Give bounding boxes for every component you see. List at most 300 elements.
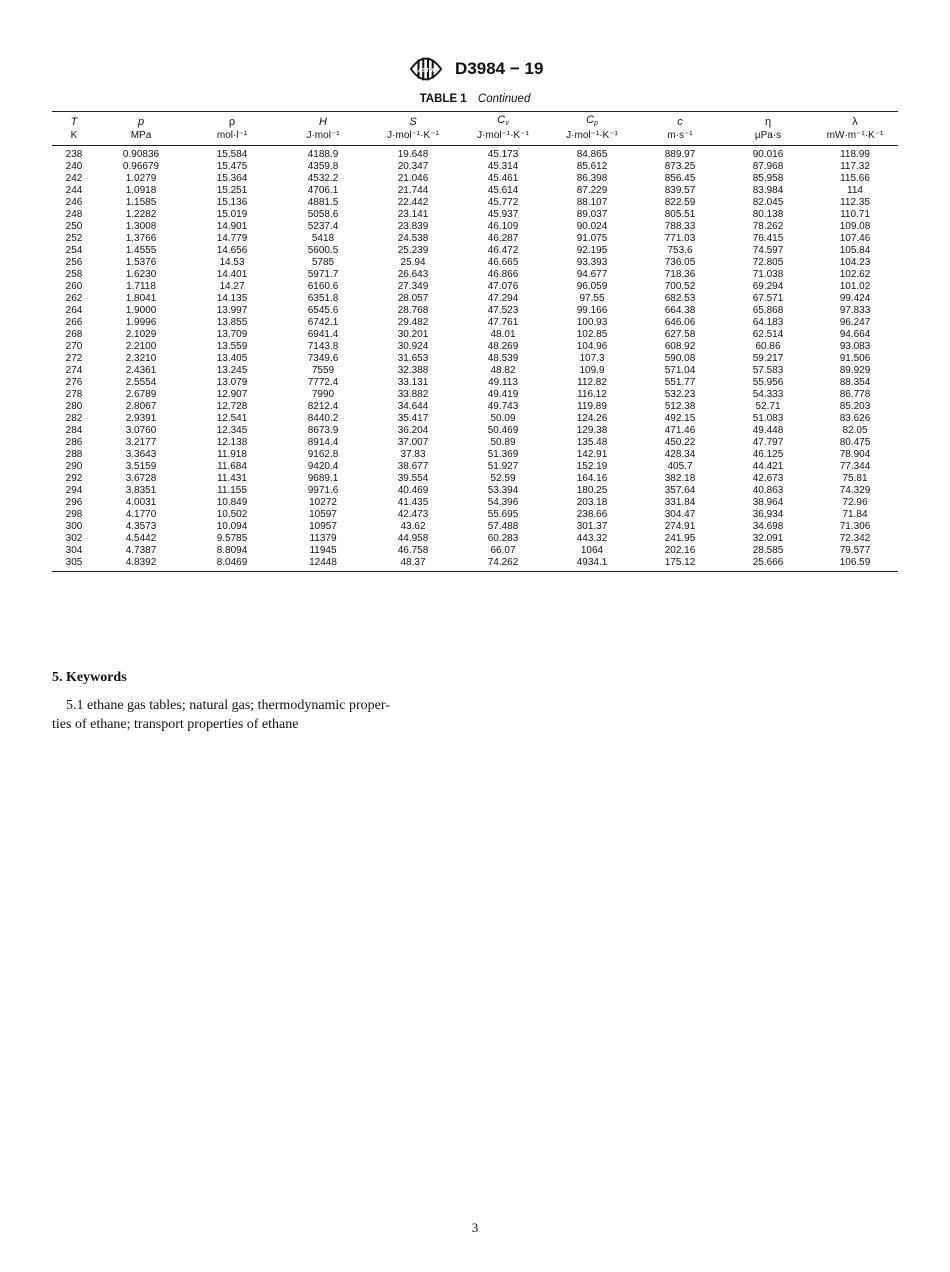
table-cell: 96.247 [839, 317, 871, 328]
table-cell: 2.1029 [125, 329, 157, 340]
table-row [52, 425, 898, 437]
table-cell: 46.109 [487, 221, 519, 232]
table-row [52, 317, 898, 329]
table-cell: 11.918 [217, 449, 247, 460]
table-cell: 83.626 [839, 413, 871, 424]
table-cell: 5785 [311, 257, 335, 268]
col-sym-cv [458, 112, 548, 131]
table-cell: 52.71 [755, 401, 781, 412]
table-cell: 2.4361 [125, 365, 157, 376]
table-cell: 238 [65, 149, 83, 160]
table-row [52, 185, 898, 197]
table-cell: 30.201 [397, 329, 429, 340]
table-cell: 47.797 [752, 437, 784, 448]
table-cell: 25.239 [397, 245, 429, 256]
table-cell: 14.656 [216, 245, 248, 256]
table-cell: 4359.8 [307, 161, 339, 172]
table-row [52, 161, 898, 173]
table-cell: 258 [65, 269, 83, 280]
table-cell: 47.294 [487, 293, 519, 304]
table-cell: 382.18 [664, 473, 696, 484]
col-sym-lambda: λ [852, 116, 858, 128]
table-cell: 822.59 [664, 197, 696, 208]
table-cell: 142.91 [576, 449, 608, 460]
table-cell: 99.424 [839, 293, 871, 304]
table-body [52, 146, 898, 572]
table-row [52, 401, 898, 413]
table-cell: 34.698 [752, 521, 784, 532]
table-cell: 152.19 [576, 461, 608, 472]
table-cell: 331.84 [664, 497, 696, 508]
table-cell: 74.597 [752, 245, 784, 256]
col-unit-s: J·mol⁻¹·K⁻¹ [368, 130, 458, 146]
table-cell: 14.901 [216, 221, 248, 232]
logo-text: ASTM [417, 67, 434, 74]
table-cell: 288 [65, 449, 83, 460]
table-cell: 14.779 [216, 233, 248, 244]
table-row [52, 365, 898, 377]
table-caption [0, 93, 950, 105]
table-cell: 11.431 [217, 473, 247, 484]
table-cell: 51.369 [487, 449, 519, 460]
table-cell: 86.778 [839, 389, 871, 400]
table-cell: 84.865 [576, 149, 608, 160]
table-cell: 90.024 [576, 221, 608, 232]
table-cell: 771.03 [664, 233, 696, 244]
table-cell: 590.08 [664, 353, 696, 364]
table-cell: 262 [65, 293, 83, 304]
table-cell: 298 [65, 509, 83, 520]
table-cell: 33.882 [397, 389, 429, 400]
table-label: TABLE 1 [419, 93, 467, 105]
table-cell: 244 [65, 185, 83, 196]
table-cell: 124.26 [576, 413, 608, 424]
table-cell: 23.839 [397, 221, 429, 232]
table-row [52, 233, 898, 245]
table-row [52, 197, 898, 209]
table-row [52, 533, 898, 545]
table-cell: 49.419 [487, 389, 519, 400]
table-cell: 83.984 [752, 185, 784, 196]
table-cell: 71.306 [839, 521, 871, 532]
table-cell: 1.9000 [125, 305, 157, 316]
table-cell: 45.314 [487, 161, 519, 172]
table-cell: 627.58 [664, 329, 696, 340]
table-cell: 13.245 [216, 365, 248, 376]
table-cell: 3.0760 [125, 425, 157, 436]
table-cell: 12.541 [216, 413, 248, 424]
col-sym-t: T [70, 116, 78, 128]
table-cell: 82.045 [752, 197, 784, 208]
table-cell: 10272 [309, 497, 337, 508]
table-continued: Continued [477, 93, 531, 105]
table-cell: 40.469 [397, 485, 429, 496]
table-cell: 4532.2 [307, 173, 339, 184]
table-cell: 6742.1 [307, 317, 339, 328]
table-cell: 5600.5 [307, 245, 339, 256]
table-cell: 99.166 [576, 305, 608, 316]
table-row [52, 449, 898, 461]
table-cell: 1.2282 [125, 209, 157, 220]
table-cell: 443.32 [576, 533, 608, 544]
table-row [52, 473, 898, 485]
table-cell: 60.283 [487, 533, 519, 544]
table-row [52, 173, 898, 185]
table-cell: 25.94 [400, 257, 426, 268]
col-unit-c: m·s⁻¹ [636, 130, 724, 146]
table-cell: 80.138 [752, 209, 784, 220]
table-cell: 450.22 [664, 437, 696, 448]
table-cell: 117.32 [840, 161, 870, 172]
table-cell: 72.96 [842, 497, 868, 508]
table-cell: 109.9 [579, 365, 605, 376]
table-cell: 41.435 [397, 497, 429, 508]
table-cell: 80.475 [839, 437, 871, 448]
table-cell: 85.958 [752, 173, 784, 184]
col-unit-t: K [52, 130, 96, 146]
table-cell: 36.934 [752, 509, 784, 520]
table-cell: 304 [65, 545, 83, 556]
table-cell: 94.664 [839, 329, 871, 340]
table-cell: 89.037 [576, 209, 608, 220]
table-cell: 1064 [580, 545, 604, 556]
table-cell: 46.125 [752, 449, 784, 460]
table-cell: 67.571 [752, 293, 784, 304]
table-cell: 28.768 [397, 305, 429, 316]
table-cell: 11379 [309, 533, 337, 544]
col-sym-cv-main: C [497, 114, 506, 126]
table-cell: 4881.5 [307, 197, 339, 208]
table-cell: 250 [65, 221, 83, 232]
page-number: 3 [471, 1220, 479, 1235]
table-cell: 15.364 [216, 173, 248, 184]
table-cell: 0.90836 [122, 149, 160, 160]
table-cell: 13.997 [216, 305, 248, 316]
table-cell: 91.075 [576, 233, 608, 244]
table-cell: 300 [65, 521, 83, 532]
table-cell: 246 [65, 197, 83, 208]
table-cell: 50.09 [490, 413, 516, 424]
table-cell: 97.833 [839, 305, 871, 316]
table-cell: 646.06 [664, 317, 696, 328]
table-cell: 116.12 [577, 389, 607, 400]
table-cell: 25.666 [752, 557, 784, 568]
table-cell: 6545.6 [307, 305, 339, 316]
table-cell: 13.079 [216, 377, 248, 388]
table-cell: 6941.4 [307, 329, 339, 340]
table-cell: 51.927 [487, 461, 519, 472]
table-cell: 50.469 [487, 425, 519, 436]
table-cell: 238.66 [576, 509, 608, 520]
col-unit-lambda: mW·m⁻¹·K⁻¹ [812, 130, 898, 146]
col-sym-c: c [677, 116, 683, 128]
table-cell: 12448 [309, 557, 337, 568]
table-cell: 59.217 [752, 353, 784, 364]
table-row [52, 221, 898, 233]
table-cell: 13.709 [216, 329, 248, 340]
table-cell: 4.0031 [125, 497, 157, 508]
table-cell: 89.929 [839, 365, 871, 376]
table-cell: 69.294 [752, 281, 784, 292]
table-cell: 8212.4 [307, 401, 339, 412]
table-cell: 4.8392 [125, 557, 157, 568]
table-cell: 2.2100 [125, 341, 157, 352]
table-cell: 305 [65, 557, 83, 568]
table-cell: 301.37 [576, 521, 608, 532]
table-cell: 71.84 [842, 509, 868, 520]
table-cell: 1.3766 [125, 233, 157, 244]
table-cell: 280 [65, 401, 83, 412]
table-cell: 7143.8 [307, 341, 339, 352]
table-cell: 9420.4 [307, 461, 339, 472]
table-cell: 77.344 [839, 461, 871, 472]
col-sym-cp-sub: p [594, 120, 598, 127]
table-cell: 112.82 [577, 377, 607, 388]
table-cell: 51.083 [752, 413, 784, 424]
table-cell: 8.0469 [216, 557, 248, 568]
table-cell: 9.5785 [216, 533, 248, 544]
col-sym-rho: ρ [228, 116, 236, 128]
table-cell: 55.956 [752, 377, 784, 388]
table-cell: 29.482 [397, 317, 429, 328]
table-cell: 115.66 [840, 173, 870, 184]
table-cell: 57.488 [487, 521, 519, 532]
table-cell: 11945 [309, 545, 337, 556]
table-cell: 1.5376 [125, 257, 157, 268]
table-cell: 87.229 [576, 185, 608, 196]
table-cell: 2.9391 [125, 413, 157, 424]
table-row [52, 269, 898, 281]
table-cell: 286 [65, 437, 83, 448]
table-cell: 31.653 [397, 353, 429, 364]
table-cell: 104.96 [576, 341, 608, 352]
table-cell: 788.33 [664, 221, 696, 232]
table-cell: 13.855 [216, 317, 248, 328]
table-cell: 57.583 [752, 365, 784, 376]
table-cell: 292 [65, 473, 83, 484]
col-unit-rho: mol·l⁻¹ [186, 130, 278, 146]
table-cell: 3.8351 [125, 485, 157, 496]
table-cell: 38.964 [752, 497, 784, 508]
table-cell: 15.251 [216, 185, 248, 196]
table-cell: 571.04 [664, 365, 696, 376]
table-cell: 164.16 [576, 473, 608, 484]
table-cell: 1.8041 [125, 293, 157, 304]
table-cell: 284 [65, 425, 83, 436]
table-cell: 5237.4 [307, 221, 339, 232]
table-cell: 72.805 [752, 257, 784, 268]
table-row [52, 245, 898, 257]
table-cell: 106.59 [839, 557, 871, 568]
table-cell: 2.6789 [125, 389, 157, 400]
table-cell: 87.968 [752, 161, 784, 172]
table-cell: 105.84 [839, 245, 871, 256]
table-cell: 682.53 [664, 293, 696, 304]
table-cell: 102.62 [839, 269, 871, 280]
table-cell: 46.472 [487, 245, 519, 256]
table-cell: 202.16 [664, 545, 696, 556]
table-cell: 4.1770 [125, 509, 157, 520]
col-sym-p: p [137, 116, 145, 128]
table-cell: 45.937 [487, 209, 519, 220]
table-cell: 492.15 [664, 413, 696, 424]
table-row [52, 557, 898, 572]
table-cell: 736.05 [664, 257, 696, 268]
table-cell: 6160.6 [307, 281, 339, 292]
table-row [52, 209, 898, 221]
keywords-paragraph [52, 696, 462, 734]
table-cell: 82.05 [842, 425, 868, 436]
table-cell: 33.131 [397, 377, 429, 388]
table-cell: 10.094 [216, 521, 248, 532]
table-cell: 7990 [311, 389, 335, 400]
table-row [52, 257, 898, 269]
table-cell: 93.393 [576, 257, 608, 268]
table-cell: 357.64 [664, 485, 696, 496]
table-row [52, 146, 898, 162]
table-cell: 664.38 [664, 305, 696, 316]
table-cell: 5418 [311, 233, 335, 244]
table-cell: 4934.1 [576, 557, 608, 568]
table-cell: 10957 [309, 521, 337, 532]
table-cell: 805.51 [664, 209, 696, 220]
table-cell: 32.091 [752, 533, 784, 544]
table-cell: 28.585 [752, 545, 784, 556]
table-cell: 37.007 [397, 437, 429, 448]
table-cell: 37.83 [400, 449, 426, 460]
col-unit-cp: J·mol⁻¹·K⁻¹ [548, 130, 636, 146]
table-cell: 272 [65, 353, 83, 364]
table-cell: 9971.6 [307, 485, 339, 496]
table-cell: 889.97 [664, 149, 696, 160]
table-cell: 256 [65, 257, 83, 268]
table-cell: 11.155 [217, 485, 247, 496]
table-cell: 35.417 [397, 413, 429, 424]
table-cell: 114 [847, 185, 863, 196]
table-cell: 2.3210 [125, 353, 157, 364]
table-cell: 290 [65, 461, 83, 472]
table-cell: 91.506 [839, 353, 871, 364]
table-cell: 304.47 [664, 509, 696, 520]
table-cell: 72.342 [839, 533, 871, 544]
table-cell: 839.57 [664, 185, 696, 196]
table-cell: 46.665 [487, 257, 519, 268]
table-cell: 1.0279 [125, 173, 157, 184]
table-cell: 608.92 [664, 341, 696, 352]
table-cell: 12.728 [216, 401, 248, 412]
table-cell: 110.71 [840, 209, 870, 220]
table-row [52, 293, 898, 305]
table-row [52, 521, 898, 533]
col-sym-cp [548, 112, 636, 131]
table-row [52, 329, 898, 341]
table-cell: 9162.8 [307, 449, 339, 460]
table-cell: 428.34 [664, 449, 696, 460]
table-cell: 44.421 [752, 461, 784, 472]
col-sym-cv-sub: v [505, 120, 509, 127]
table-cell: 42.473 [397, 509, 429, 520]
table-cell: 101.02 [839, 281, 871, 292]
table-row [52, 461, 898, 473]
table-cell: 28.057 [397, 293, 429, 304]
table-cell: 49.113 [488, 377, 518, 388]
table-cell: 74.329 [839, 485, 871, 496]
table-cell: 23.141 [397, 209, 429, 220]
table-cell: 1.3008 [125, 221, 157, 232]
table-cell: 0.96679 [122, 161, 160, 172]
table-cell: 47.761 [487, 317, 519, 328]
table-cell: 4188.9 [307, 149, 339, 160]
table-cell: 276 [65, 377, 83, 388]
table-cell: 88.107 [576, 197, 608, 208]
table-cell: 8.8094 [216, 545, 248, 556]
table-cell: 21.744 [397, 185, 429, 196]
table-cell: 6351.8 [307, 293, 339, 304]
table-cell: 118.99 [840, 149, 870, 160]
keywords-line-2: ties of ethane; transport properties of ethane [52, 717, 299, 732]
table-cell: 22.442 [397, 197, 429, 208]
table-cell: 88.354 [839, 377, 871, 388]
col-unit-cv: J·mol⁻¹·K⁻¹ [458, 130, 548, 146]
table-cell: 14.135 [216, 293, 248, 304]
table-cell: 4706.1 [307, 185, 339, 196]
table-cell: 260 [65, 281, 83, 292]
table-cell: 12.138 [216, 437, 248, 448]
table-cell: 248 [65, 209, 83, 220]
table-cell: 49.448 [752, 425, 784, 436]
col-unit-eta: µPa·s [724, 130, 812, 146]
table-cell: 94.677 [576, 269, 608, 280]
table-cell: 10597 [309, 509, 337, 520]
table-cell: 856.45 [664, 173, 696, 184]
table-cell: 264 [65, 305, 83, 316]
table-cell: 19.648 [397, 149, 429, 160]
table-cell: 48.269 [487, 341, 519, 352]
table-cell: 8673.9 [307, 425, 339, 436]
table-cell: 10.502 [216, 509, 248, 520]
table-row [52, 389, 898, 401]
table-cell: 274 [65, 365, 83, 376]
table-cell: 90.016 [752, 149, 784, 160]
table-cell: 405.7 [667, 461, 693, 472]
table-cell: 54.396 [487, 497, 519, 508]
table-cell: 2.5554 [125, 377, 157, 388]
table-cell: 129.38 [576, 425, 608, 436]
table-cell: 62.514 [752, 329, 784, 340]
table-cell: 3.2177 [125, 437, 157, 448]
table-cell: 93.083 [839, 341, 871, 352]
table-cell: 873.25 [664, 161, 696, 172]
table-cell: 14.27 [219, 281, 245, 292]
table-cell: 180.25 [576, 485, 608, 496]
table-cell: 30.924 [397, 341, 429, 352]
table-cell: 11.684 [217, 461, 247, 472]
col-unit-p: MPa [96, 130, 186, 146]
table-cell: 551.77 [664, 377, 696, 388]
table-cell: 7772.4 [307, 377, 339, 388]
table-cell: 15.584 [216, 149, 248, 160]
table-row [52, 341, 898, 353]
table-cell: 270 [65, 341, 83, 352]
table-cell: 20.347 [397, 161, 429, 172]
table-cell: 119.89 [577, 401, 607, 412]
table-cell: 10.849 [216, 497, 248, 508]
ethane-properties-table [52, 111, 898, 572]
table-cell: 512.38 [664, 401, 696, 412]
table-cell: 45.614 [487, 185, 519, 196]
table-cell: 78.262 [752, 221, 784, 232]
col-unit-h: J·mol⁻¹ [278, 130, 368, 146]
